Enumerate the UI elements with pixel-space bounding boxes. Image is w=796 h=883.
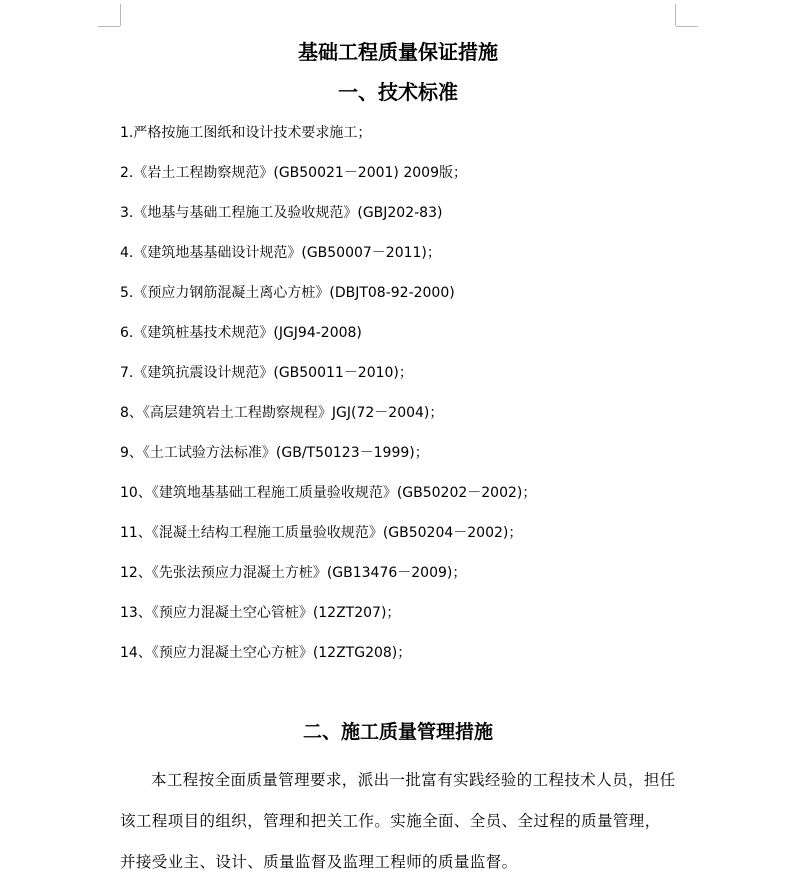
standards-list-item: 2.《岩土工程勘察规范》(GB50021－2001) 2009版； [120,165,467,181]
standards-list-item: 7.《建筑抗震设计规范》(GB50011－2010)； [120,365,413,381]
crop-mark-top-right-horizontal [676,26,698,27]
crop-mark-top-left-horizontal [98,26,120,27]
standards-list-item: 6.《建筑桩基技术规范》(JGJ94-2008) [120,325,362,341]
standards-list-item: 4.《建筑地基基础设计规范》(GB50007－2011)； [120,245,441,261]
standards-list-item: 12、《先张法预应力混凝土方桩》(GB13476－2009)； [120,565,467,581]
standards-list-item: 14、《预应力混凝土空心方桩》(12ZTG208)； [120,645,412,661]
quality-management-paragraph: 本工程按全面质量管理要求，派出一批富有实践经验的工程技术人员，担任该工程项目的组织，管理和把关工作。实施全面、全员、全过程的质量管理，并接受业主、设计、质量监督及监理工程师的质量监督。 [120,771,676,871]
standards-list-item: 11、《混凝土结构工程施工质量验收规范》(GB50204－2002)； [120,525,523,541]
standards-list-item: 13、《预应力混凝土空心管桩》(12ZT207)； [120,605,401,621]
section-heading-quality-management: 二、施工质量管理措施 [302,721,493,743]
standards-list-item: 9、《土工试验方法标准》(GB/T50123－1999)； [120,445,429,461]
standards-list-item: 10、《建筑地基基础工程施工质量验收规范》(GB50202－2002)； [120,485,537,501]
document-title: 基础工程质量保证措施 [298,40,498,64]
standards-list-item: 3.《地基与基础工程施工及验收规范》(GBJ202-83) [120,205,443,221]
standards-list-item: 1.严格按施工图纸和设计技术要求施工； [120,125,372,141]
standards-list-item: 5.《预应力钢筋混凝土离心方桩》(DBJT08-92-2000) [120,285,455,301]
standards-list [120,120,536,680]
section-heading-technical-standards: 一、技术标准 [338,80,458,104]
crop-mark-top-right [675,4,676,26]
standards-list-item: 8、《高层建筑岩土工程勘察规程》JGJ(72－2004)； [120,405,444,421]
crop-mark-top-left [120,4,121,26]
